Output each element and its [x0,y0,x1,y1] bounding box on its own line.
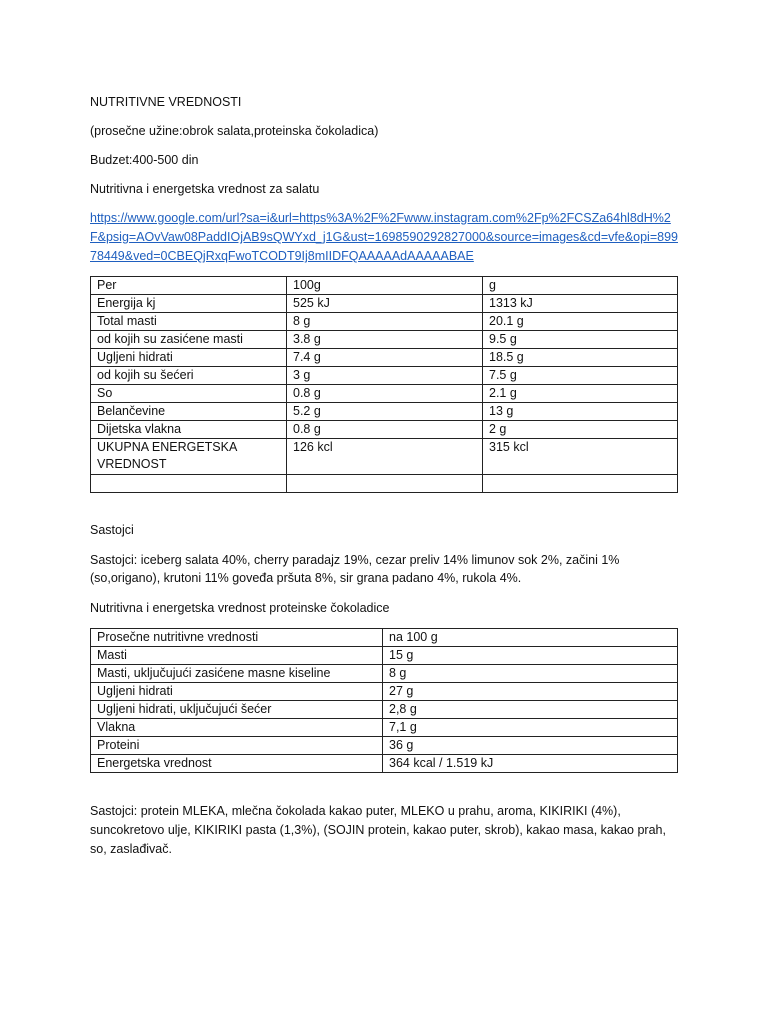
table-row [91,719,678,737]
table-cell: 2,8 g [383,701,678,719]
table-row [91,403,678,421]
document-heading: NUTRITIVNE VREDNOSTI [90,95,242,109]
table-row [91,295,678,313]
budget-line: Budzet:400-500 din [90,153,199,167]
table-row [91,385,678,403]
table-cell: 13 g [483,403,678,421]
table-cell: 8 g [383,665,678,683]
table-row [91,349,678,367]
table-cell [287,475,483,493]
table-cell: 18.5 g [483,349,678,367]
table-row [91,421,678,439]
table-cell: Masti [91,647,383,665]
table-cell [483,475,678,493]
table-row [91,665,678,683]
bar-nutrition-table [90,628,678,773]
table-row [91,737,678,755]
table-row [91,683,678,701]
table-row [91,629,678,647]
table-cell: So [91,385,287,403]
table-row [91,647,678,665]
table-cell: Energija kj [91,295,287,313]
salad-ingredients-line-2: (so,origano), krutoni 11% goveđa pršuta 8%, sir grana padano 4%, rukola 4%. [90,571,522,585]
salad-ingredients-title: Sastojci [90,523,134,537]
table-cell: Masti, uključujući zasićene masne kiseline [91,665,383,683]
table-row [91,331,678,349]
table-cell: 100g [287,277,483,295]
table-cell: Vlakna [91,719,383,737]
table-row [91,475,678,493]
table-cell: Belančevine [91,403,287,421]
table-cell: 126 kcl [287,439,483,475]
table-cell: 364 kcal / 1.519 kJ [383,755,678,773]
table-cell: 3 g [287,367,483,385]
table-row [91,701,678,719]
table-cell: 5.2 g [287,403,483,421]
salad-image-link[interactable]: https://www.google.com/url?sa=i&url=https%3A%2F%2Fwww.instagram.com%2Fp%2FCSZa64hl8dH%2F&psig=AOvVaw08PaddIOjAB9sQWYxd_j1G&ust=1698590292827000&source=images&cd=vfe&opi=89978449&ved=0CBEQjRxqFwoTCODT9Ij8mIIDFQAAAAAdAAAAABAE [90,211,678,263]
table-cell: 8 g [287,313,483,331]
table-cell: 2.1 g [483,385,678,403]
table-cell: Proteini [91,737,383,755]
table-cell [91,475,287,493]
table-cell: Dijetska vlakna [91,421,287,439]
table-row [91,367,678,385]
table-row [91,755,678,773]
table-cell: 9.5 g [483,331,678,349]
table-cell: od kojih su šećeri [91,367,287,385]
table-cell: 0.8 g [287,421,483,439]
bar-ingredients-line-1: Sastojci: protein MLEKA, mlečna čokolada kakao puter, MLEKO u prahu, aroma, KIKIRIKI (4%), [90,804,621,818]
table-cell: 0.8 g [287,385,483,403]
document-subheading: (prosečne užine:obrok salata,proteinska čokoladica) [90,124,379,138]
table-cell: Per [91,277,287,295]
bar-ingredients-line-3: so, zaslađivač. [90,842,172,856]
table-row [91,439,678,475]
bar-section-title: Nutritivna i energetska vrednost proteinske čokoladice [90,601,390,615]
table-cell: Energetska vrednost [91,755,383,773]
table-cell: Ugljeni hidrati [91,349,287,367]
salad-ingredients-line-1: Sastojci: iceberg salata 40%, cherry paradajz 19%, cezar preliv 14% limunov sok 2%, začini 1% [90,553,620,567]
table-cell: UKUPNA ENERGETSKA VREDNOST [91,439,287,475]
table-cell: 27 g [383,683,678,701]
table-cell: na 100 g [383,629,678,647]
table-row [91,277,678,295]
table-cell: g [483,277,678,295]
table-cell: 7.4 g [287,349,483,367]
table-cell: 315 kcl [483,439,678,475]
table-cell: 525 kJ [287,295,483,313]
table-cell: Total masti [91,313,287,331]
table-cell: 2 g [483,421,678,439]
table-cell: 20.1 g [483,313,678,331]
table-cell: Ugljeni hidrati, uključujući šećer [91,701,383,719]
table-row [91,313,678,331]
salad-section-title: Nutritivna i energetska vrednost za salatu [90,182,320,196]
table-cell: Ugljeni hidrati [91,683,383,701]
salad-nutrition-table [90,276,678,493]
table-cell: 7,1 g [383,719,678,737]
table-cell: 15 g [383,647,678,665]
bar-ingredients-line-2: suncokretovo ulje, KIKIRIKI pasta (1,3%), (SOJIN protein, kakao puter, skrob), kakao masa, kakao prah, [90,823,666,837]
table-cell: 3.8 g [287,331,483,349]
table-cell: Prosečne nutritivne vrednosti [91,629,383,647]
table-cell: 7.5 g [483,367,678,385]
table-cell: 36 g [383,737,678,755]
table-cell: od kojih su zasićene masti [91,331,287,349]
table-cell: 1313 kJ [483,295,678,313]
